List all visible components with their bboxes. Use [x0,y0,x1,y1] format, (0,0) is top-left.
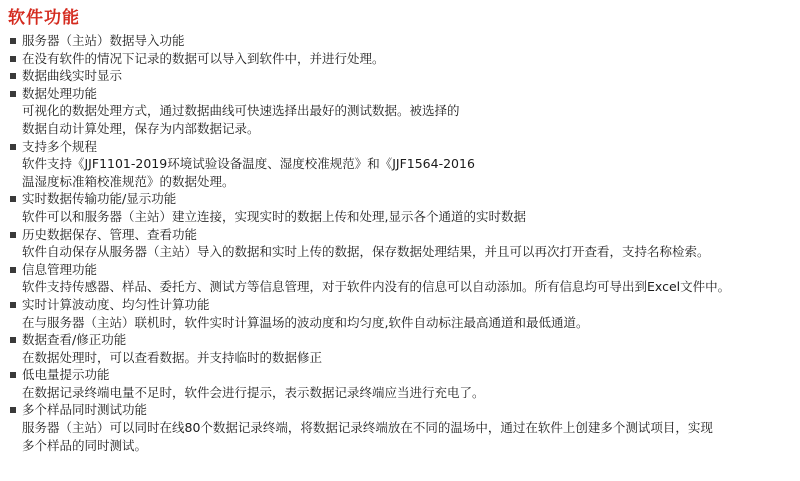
square-bullet-icon [10,196,16,202]
feature-heading-text: 数据查看/修正功能 [22,332,127,348]
feature-list [8,32,792,454]
feature-description: 温湿度标准箱校准规范》的数据处理。 [22,173,235,189]
feature-item [8,85,792,138]
feature-description: 软件支持传感器、样品、委托方、测试方等信息管理，对于软件内没有的信息可以自动添加。所有信息均可导出到Excel文件中。 [22,279,731,295]
feature-description: 软件自动保存从服务器（主站）导入的数据和实时上传的数据，保存数据处理结果，并且可以再次打开查看，支持名称检索。 [22,244,710,260]
feature-item [8,138,792,191]
square-bullet-icon [10,337,16,343]
feature-heading [8,67,792,85]
feature-heading-text: 历史数据保存、管理、查看功能 [22,226,198,242]
feature-heading-text: 多个样品同时测试功能 [22,402,148,418]
feature-item [8,331,792,366]
feature-heading-text: 实时计算波动度、均匀性计算功能 [22,296,210,312]
square-bullet-icon [10,73,16,79]
feature-description: 软件支持《JJF1101-2019环境试验设备温度、湿度校准规范》和《JJF1564-2016 [22,156,475,172]
feature-heading [8,296,792,314]
feature-heading-text: 信息管理功能 [22,261,98,277]
feature-heading-text: 低电量提示功能 [22,367,110,383]
feature-heading-text: 在没有软件的情况下记录的数据可以导入到软件中，并进行处理。 [22,50,385,66]
feature-heading [8,331,792,349]
feature-item [8,261,792,296]
square-bullet-icon [10,91,16,97]
feature-item [8,366,792,401]
feature-description: 在数据处理时，可以查看数据。并支持临时的数据修正 [22,349,323,365]
page-title: 软件功能 [8,8,80,28]
feature-item [8,296,792,331]
feature-item [8,32,792,50]
feature-heading-text: 服务器（主站）数据导入功能 [22,33,185,48]
feature-description: 在与服务器（主站）联机时，软件实时计算温场的波动度和均匀度,软件自动标注最高通道和最低通道。 [22,314,589,330]
feature-heading [8,261,792,279]
feature-heading [8,401,792,419]
square-bullet-icon [10,232,16,238]
feature-item [8,401,792,454]
feature-heading [8,32,792,50]
feature-description: 软件可以和服务器（主站）建立连接，实现实时的数据上传和处理,显示各个通道的实时数据 [22,208,526,224]
feature-heading [8,138,792,156]
feature-description: 可视化的数据处理方式，通过数据曲线可快速选择出最好的测试数据。被选择的 [22,103,460,119]
feature-heading-text: 数据曲线实时显示 [22,68,123,84]
feature-item [8,226,792,261]
feature-heading [8,190,792,208]
square-bullet-icon [10,267,16,273]
feature-heading-text: 支持多个规程 [22,138,98,154]
feature-heading-text: 实时数据传输功能/显示功能 [22,191,177,207]
square-bullet-icon [10,372,16,378]
square-bullet-icon [10,144,16,150]
feature-description: 服务器（主站）可以同时在线80个数据记录终端，将数据记录终端放在不同的温场中，通过在软件上创建多个测试项目，实现 [22,420,713,436]
feature-description: 在数据记录终端电量不足时，软件会进行提示，表示数据记录终端应当进行充电了。 [22,384,485,400]
feature-heading [8,85,792,103]
feature-description: 多个样品的同时测试。 [22,437,148,453]
square-bullet-icon [10,302,16,308]
feature-item [8,67,792,85]
feature-heading [8,366,792,384]
square-bullet-icon [10,56,16,62]
square-bullet-icon [10,38,16,44]
square-bullet-icon [10,407,16,413]
feature-heading-text: 数据处理功能 [22,85,98,101]
feature-heading [8,226,792,244]
feature-heading [8,50,792,68]
feature-item [8,190,792,225]
feature-item [8,50,792,68]
feature-description: 数据自动计算处理，保存为内部数据记录。 [22,120,260,136]
